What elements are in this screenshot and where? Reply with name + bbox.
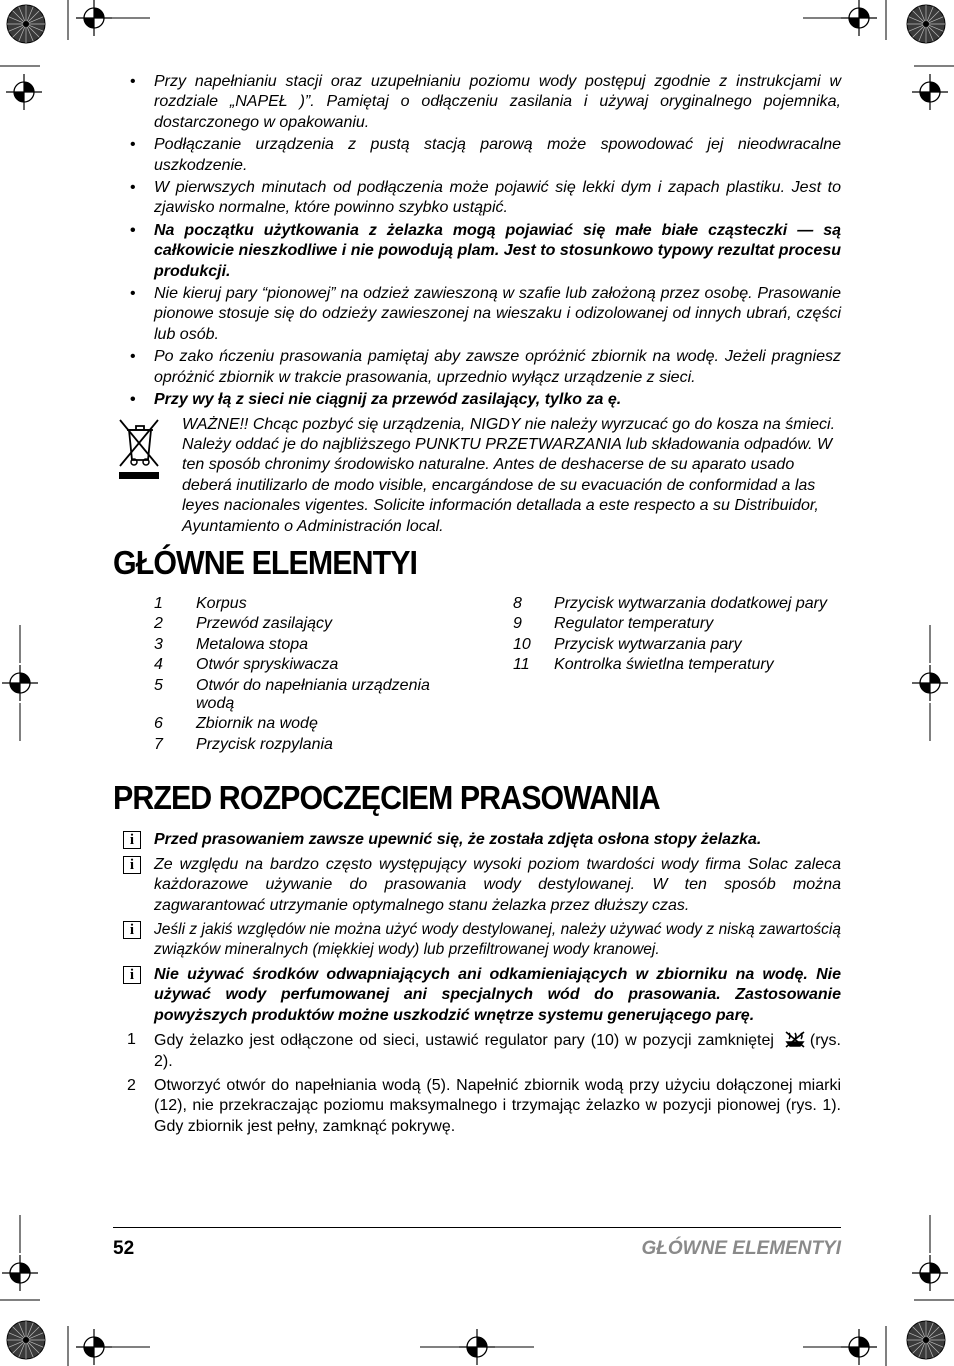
- page-footer: [113, 1227, 841, 1259]
- bullet-text: Po zako ńczeniu prasowania pamiętaj aby zawsze opróżnić zbiornik na wodę. Jeżeli pragniesz opróżnić zbiornik w trakcie prasowania, uprzednio wyłącz urządzenie z sieci.: [154, 348, 841, 386]
- part-name: Otwór do napełniania urządzenia wodą: [196, 676, 430, 712]
- bullet-text: Przy wy łą z sieci nie ciągnij za przewód zasilający, tylko za ę.: [154, 391, 622, 409]
- bullet-item: [113, 72, 841, 133]
- info-note: [113, 855, 841, 916]
- list-item: [472, 656, 841, 674]
- bullet-symbol: •: [130, 136, 136, 154]
- info-note: [113, 830, 841, 850]
- part-number: 2: [154, 615, 163, 633]
- info-icon: i: [123, 856, 141, 874]
- part-number: 11: [513, 656, 530, 674]
- instruction-step: [113, 1030, 841, 1072]
- bullet-symbol: •: [130, 348, 136, 366]
- parts-column-left: [113, 595, 472, 757]
- bullet-item: [113, 178, 841, 219]
- step-number: 1: [127, 1031, 136, 1049]
- bullet-text: Podłączanie urządzenia z pustą stacją parową może spowodować jej nieodwracalne uszkodzenie.: [154, 136, 841, 174]
- info-icon: i: [123, 921, 141, 939]
- footer-section-name: GŁÓWNE ELEMENTYI: [641, 1238, 841, 1259]
- crossed-bin-icon: [116, 418, 162, 482]
- part-number: 6: [154, 715, 163, 733]
- instruction-step: [113, 1076, 841, 1137]
- part-name: Przycisk wytwarzania dodatkowej pary: [554, 594, 828, 612]
- part-name: Przycisk wytwarzania pary: [554, 635, 742, 653]
- bullet-item: [113, 390, 841, 410]
- list-item: [113, 615, 472, 633]
- bullet-item: [113, 135, 841, 176]
- bullet-text: Na początku użytkowania z żelazka mogą pojawiać się małe białe cząsteczki — są całkowicie nieszkodliwe i nie powodują plam. Jest to stosunkowo typowy rezultat procesu produkcji.: [154, 221, 841, 280]
- part-name: Zbiornik na wodę: [196, 715, 318, 733]
- part-number: 7: [154, 735, 163, 753]
- list-item: [472, 636, 841, 654]
- safety-bullets: [113, 72, 841, 411]
- steam-off-icon: [784, 1030, 806, 1048]
- part-name: Kontrolka świetlna temperatury: [554, 656, 774, 674]
- note-text: Nie używać środków odwapniających ani odkamieniających w zbiorniku na wodę. Nie używać wody perfumowanej ani specjalnych wód do prasowania. Zastosowanie powyższych produktów możne uszkodzić wnętrze systemu generującego parę.: [154, 965, 841, 1024]
- part-name: Przewód zasilający: [196, 615, 333, 633]
- bullet-symbol: •: [130, 221, 136, 239]
- part-name: Przycisk rozpylania: [196, 735, 333, 753]
- step-text: Gdy żelazko jest odłączone od sieci, ustawić regulator pary (10) w pozycji zamkniętej: [154, 1032, 774, 1050]
- parts-column-right: [472, 595, 841, 757]
- weee-text: WAŻNE!! Chcąc pozbyć się urządzenia, NIGDY nie należy wyrzucać go do kosza na śmieci. Należy oddać je do najbliższego PUNKTU PRZETWARZANIA lub składowania odpadów. W ten sposób chronimy środowisko naturalne. Antes de deshacerse de su aparato usado deberá inutilizarlo de modo visible, encargándose de su evacuación de conformidad a las leyes nacionales vigentes. Solicite información detallada a este respecto a su Distribuidor, Ayuntamiento o Administración local.: [182, 415, 836, 535]
- part-name: Korpus: [196, 594, 247, 612]
- part-name: Regulator temperatury: [554, 615, 714, 633]
- list-item: [472, 615, 841, 633]
- section-title-main-elements: GŁÓWNE ELEMENTYI: [113, 543, 418, 581]
- bullet-text: Nie kieruj pary “pionowej” na odzież zawieszoną w szafie lub założoną przez osobę. Prasowanie pionowe stosuje się do odzieży zawieszonej na wieszaku i odizolowanej od innych ubrań, części lub osób.: [154, 285, 841, 343]
- part-name: Otwór spryskiwacza: [196, 656, 339, 674]
- bullet-symbol: •: [130, 391, 136, 409]
- part-number: 3: [154, 635, 163, 653]
- part-number: 10: [513, 635, 531, 653]
- list-item: [113, 595, 472, 613]
- bullet-symbol: •: [130, 179, 136, 197]
- bullet-item: [113, 221, 841, 282]
- part-number: 8: [513, 594, 522, 612]
- bullet-item: [113, 347, 841, 388]
- bullet-symbol: •: [130, 73, 136, 90]
- info-icon: i: [123, 966, 141, 984]
- weee-notice: [113, 415, 841, 537]
- part-number: 5: [154, 676, 163, 694]
- list-item: [113, 715, 472, 733]
- step-text-after: (rys. 2).: [154, 1032, 841, 1070]
- info-note: [113, 965, 841, 1026]
- note-text: Ze względu na bardzo często występujący wysoki poziom twardości wody firma Solac zaleca każdorazowe używanie do prasowania wody destylowanej. W ten sposób można zagwarantować utrzymanie optymalnego stanu żelazka przez dłuższy czas.: [154, 855, 841, 914]
- section-title-before-ironing: PRZED ROZPOCZĘCIEM PRASOWANIA: [113, 779, 660, 817]
- bullet-text: W pierwszych minutach od podłączenia może pojawić się lekki dym i zapach plastiku. Jest to zjawisko normalne, które powinno szybko ustąpić.: [154, 179, 841, 217]
- list-item: [113, 736, 472, 754]
- info-notes: [113, 830, 841, 1026]
- info-icon: i: [123, 831, 141, 849]
- bullet-item: [113, 284, 841, 345]
- note-text: Jeśli z jakiś względów nie można użyć wody destylowanej, należy używać wody z niską zawartością związków mineralnych (miękkiej wody) lub przefiltrowanej wody kranowej.: [154, 921, 841, 959]
- part-name: Metalowa stopa: [196, 635, 309, 653]
- bullet-symbol: •: [130, 285, 136, 303]
- parts-list: [113, 595, 841, 757]
- part-number: 1: [154, 594, 163, 612]
- part-number: 4: [154, 656, 163, 674]
- info-note: [113, 920, 841, 961]
- list-item: [113, 677, 472, 713]
- page-number: 52: [113, 1238, 135, 1259]
- bullet-text: Przy napełnianiu stacji oraz uzupełnianiu poziomu wody postępuj zgodnie z instrukcjami w rozdziale „NAPEŁ )”. Pamiętaj o odłączeniu zasilania i używaj oryginalnego pojemnika, dostarczonego w opakowaniu.: [154, 73, 841, 131]
- part-number: 9: [513, 615, 522, 633]
- step-text: Otworzyć otwór do napełniania wodą (5). Napełnić zbiornik wodą przy użyciu dołączonej miarki (12), nie przekraczając poziomu maksymalnego i trzymając żelazko w pozycji pionowej (rys. 1). Gdy zbiornik jest pełny, zamknąć pokrywę.: [154, 1076, 841, 1135]
- list-item: [113, 656, 472, 674]
- note-text: Przed prasowaniem zawsze upewnić się, że została zdjęta osłona stopy żelazka.: [154, 831, 762, 849]
- list-item: [113, 636, 472, 654]
- step-number: 2: [127, 1076, 136, 1094]
- list-item: [472, 595, 841, 613]
- page-content: [113, 72, 841, 1141]
